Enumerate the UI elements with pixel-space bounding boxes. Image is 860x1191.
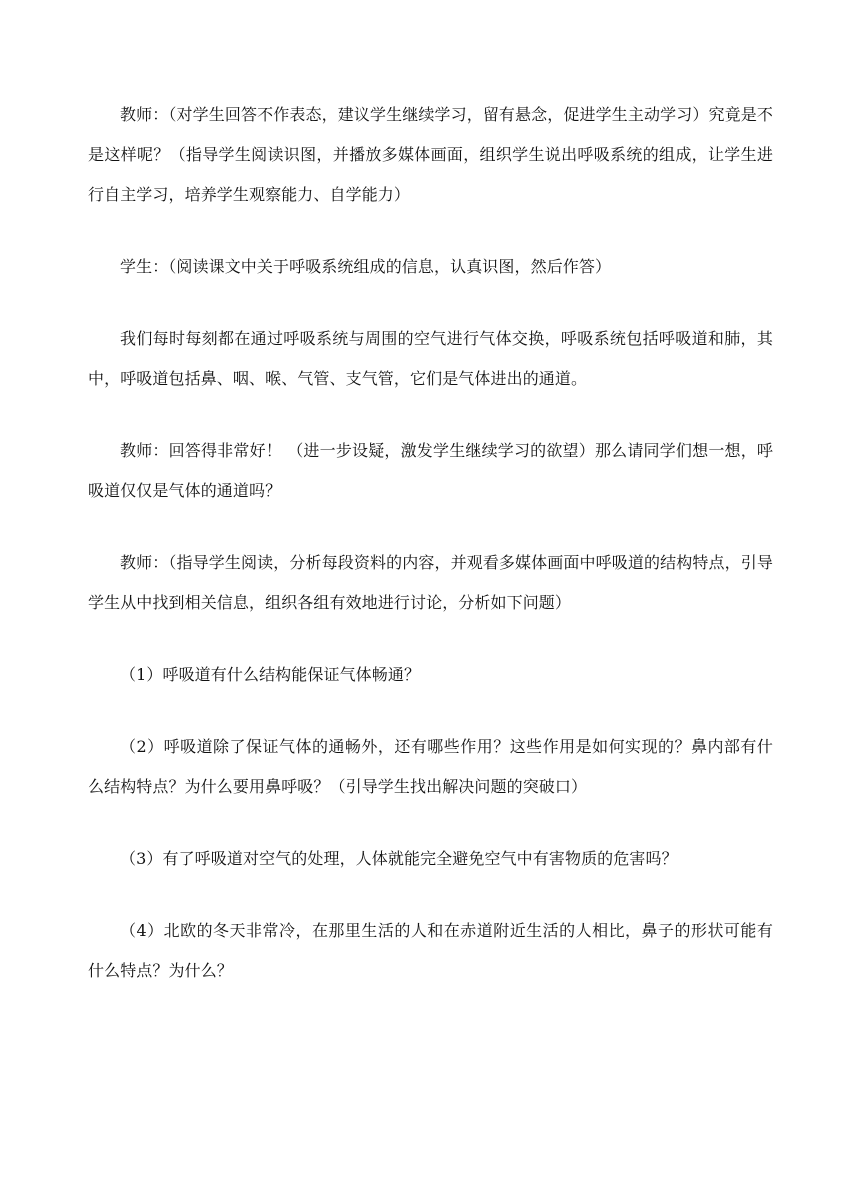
document-body [88, 95, 773, 1023]
question-1: （1）呼吸道有什么结构能保证气体畅通？ [120, 665, 421, 684]
question-3: （3）有了呼吸道对空气的处理，人体就能完全避免空气中有害物质的危害吗？ [120, 849, 678, 868]
paragraph-teacher-followup: 教师：回答得非常好！ （进一步设疑，激发学生继续学习的欲望）那么请同学们想一想，呼吸道仅仅是气体的通道吗？ [88, 441, 773, 500]
paragraph-student-answer: 我们每时每刻都在通过呼吸系统与周围的空气进行气体交换，呼吸系统包括呼吸道和肺，其中，呼吸道包括鼻、咽、喉、气管、支气管，它们是气体进出的通道。 [88, 329, 773, 388]
question-2: （2）呼吸道除了保证气体的通畅外，还有哪些作用？这些作用是如何实现的？鼻内部有什么结构特点？为什么要用鼻呼吸？（引导学生找出解决问题的突破口） [88, 737, 773, 796]
paragraph-teacher-intro: 教师：（对学生回答不作表态，建议学生继续学习，留有悬念，促进学生主动学习）究竟是不是这样呢？（指导学生阅读识图，并播放多媒体画面，组织学生说出呼吸系统的组成，让学生进行自主学习，培养学生观察能力、自学能力） [88, 105, 773, 204]
paragraph-teacher-guidance: 教师：（指导学生阅读，分析每段资料的内容，并观看多媒体画面中呼吸道的结构特点，引导学生从中找到相关信息，组织各组有效地进行讨论，分析如下问题） [88, 553, 773, 612]
paragraph-student-task: 学生：（阅读课文中关于呼吸系统组成的信息，认真识图，然后作答） [120, 257, 612, 276]
question-4: （4）北欧的冬天非常冷，在那里生活的人和在赤道附近生活的人相比，鼻子的形状可能有什么特点？为什么？ [88, 921, 773, 980]
